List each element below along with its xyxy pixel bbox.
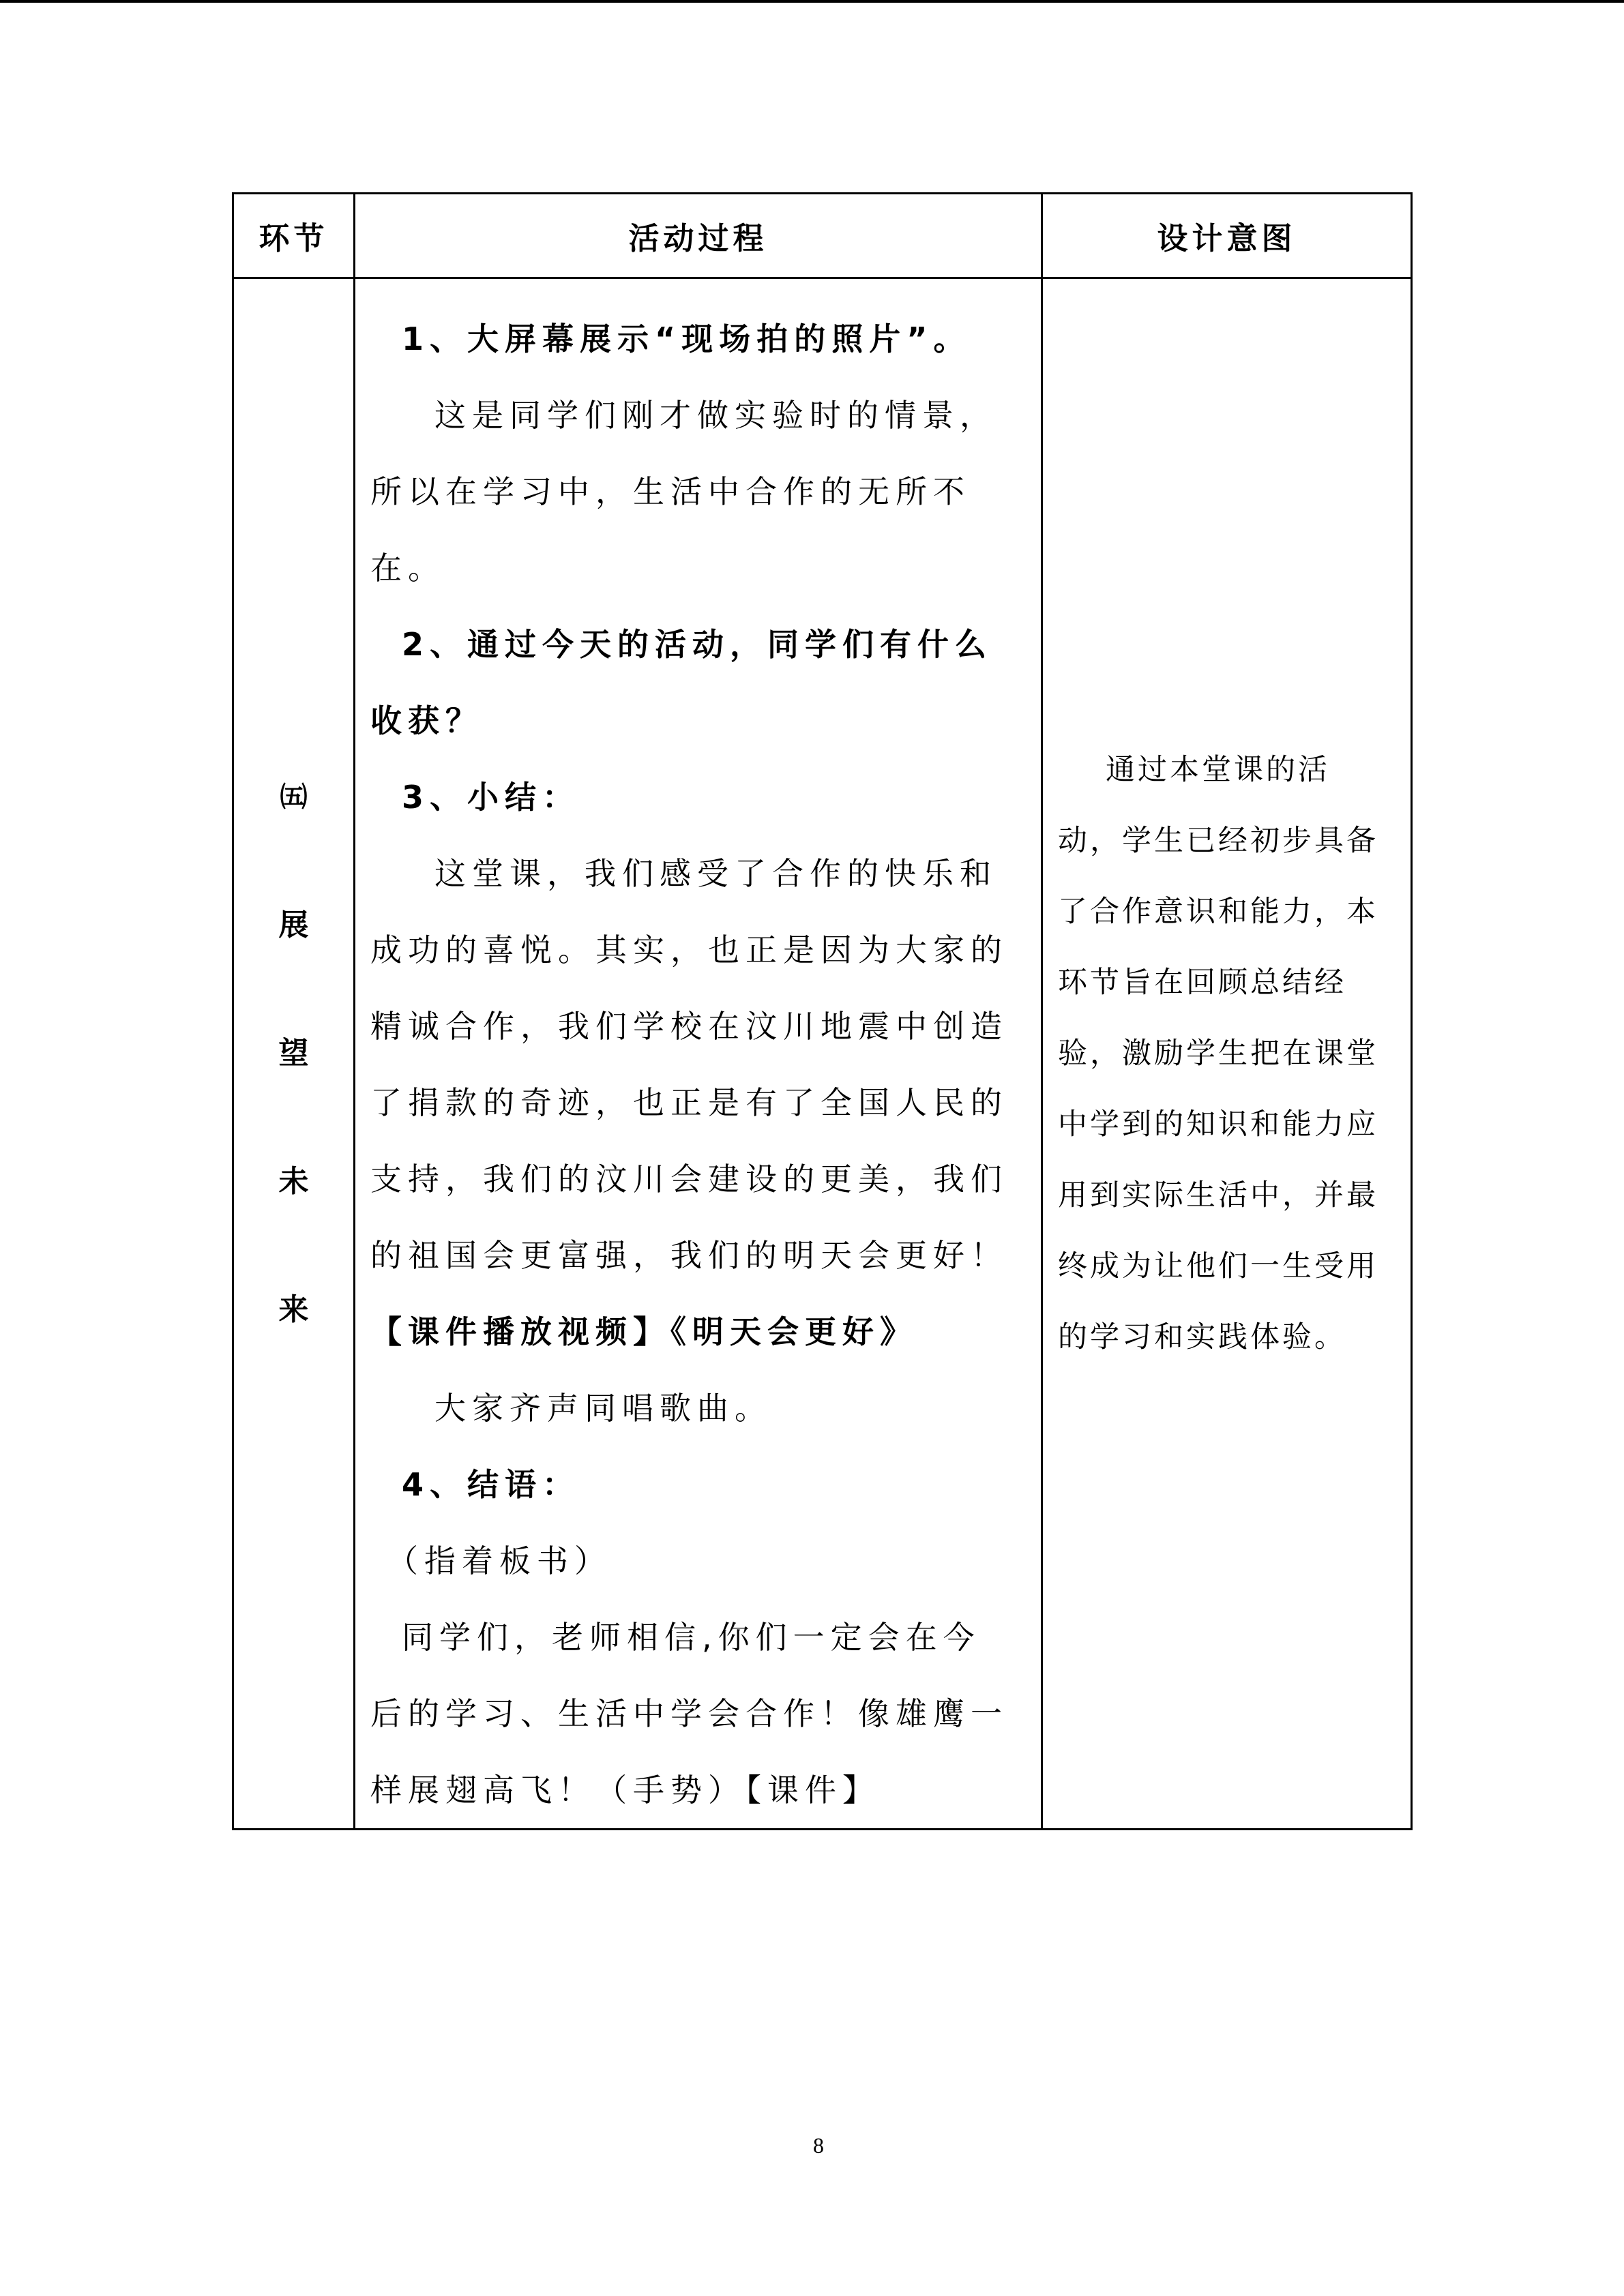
stage-char: 望 [278,1036,309,1071]
activity-line: 2、通过今天的活动，同学们有什么 [402,626,993,663]
activity-line: 成功的喜悦。其实，也正是因为大家的 [370,931,1008,968]
activity-line: 支持，我们的汶川会建设的更美，我们 [370,1161,1008,1197]
activity-line: 大家齐声同唱歌曲。 [434,1390,772,1427]
activity-line: 精诚合作，我们学校在汶川地震中创造 [370,1008,1008,1045]
lesson-plan-table [232,192,1413,1830]
activity-line: 3、小结： [402,779,580,816]
activity-line: 4、结语： [402,1466,580,1503]
stage-char: 来 [278,1292,309,1327]
activity-line: 【课件播放视频】《明天会更好》 [370,1313,917,1350]
header-stage: 环节 [233,194,355,278]
activity-line: 1、大屏幕展示“现场拍的照片”。 [402,320,971,357]
stage-char: 展 [278,908,309,942]
stage-number: ㈤ [280,781,308,813]
stage-char: 未 [278,1164,309,1199]
activity-line: 所以在学习中，生活中合作的无所不 [370,473,971,510]
activity-line: 收获？ [370,702,483,739]
activity-line: 在。 [370,550,445,586]
top-border-line [0,0,1624,3]
activity-cell [355,278,1042,1830]
intent-cell [1042,278,1412,1830]
page-number: 8 [813,2133,824,2158]
activity-line: 这是同学们刚才做实验时的情景， [434,397,997,434]
stage-cell [233,278,355,1830]
activity-line: （指着板书） [387,1542,612,1579]
activity-line: 同学们，老师相信,你们一定会在今 [402,1619,981,1656]
activity-line: 这堂课，我们感受了合作的快乐和 [434,855,997,892]
activity-line: 的祖国会更富强，我们的明天会更好！ [370,1237,1008,1274]
activity-line: 样展翅高飞！（手势）【课件】 [370,1772,880,1808]
activity-line: 了捐款的奇迹，也正是有了全国人民的 [370,1084,1008,1121]
activity-line: 后的学习、生活中学会合作！像雄鹰一 [370,1695,1008,1732]
intent-text: 通过本堂课的活动，学生已经初步具备了合作意识和能力，本环节旨在回顾总结经验，激励学生把在课堂中学到的知识和能力应用到实际生活中，并最终成为让他们一生受用的学习和实践体验。 [1058,753,1378,1354]
header-intent: 设计意图 [1042,194,1412,278]
table-header-row [233,194,1412,278]
header-activity: 活动过程 [355,194,1042,278]
table-row [233,278,1412,1830]
